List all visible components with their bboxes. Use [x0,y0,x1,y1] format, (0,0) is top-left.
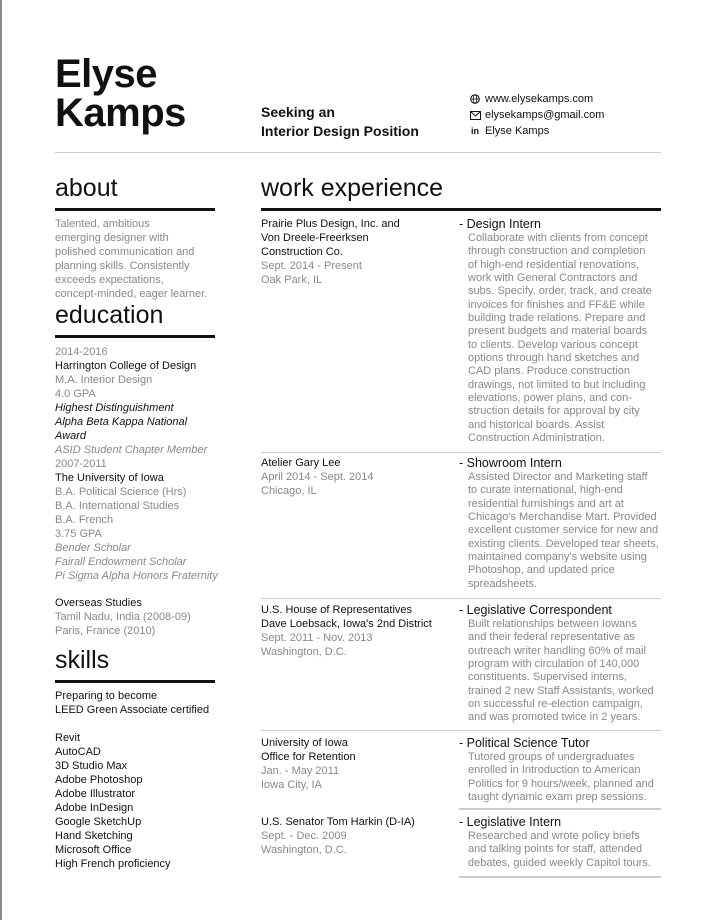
job-location: Washington, D.C. [261,646,347,658]
job-dates: Sept. 2014 - Present [261,260,362,272]
seeking-statement [261,103,419,141]
name-heading [55,52,186,135]
list-item: Adobe InDesign [55,802,134,814]
skills-rule [55,680,215,683]
job-divider [261,730,661,731]
education-school-2: 2007-2011 The University of Iowa B.A. Political Science (Hrs) B.A. International Studies B.A. French 3.75 GPA Bender Scholar Fairall Endowment Scholar Pi Sigma Alpha Honors Fraternity [55,457,220,583]
work-rule [261,208,661,211]
job-description: Collaborate with clients from concept through construction and completion of high-end residential renovations, work with General Contractors and subs. Specify, order, track, and create invoices for finishes and FF&E while building trade relations. Prepare and present budgets and material boards to clients. Develop various concept options through hand sketches and CAD plans. Produce construction drawings, not limited to but including elevations, power plans, and con- struction details for approval by city and historical boards. Assist Construction Administration. [468,232,652,445]
list-item: Adobe Illustrator [55,788,136,800]
job-description: Researched and wrote policy briefs and talking points for staff, attended debates, guided weekly Capitol tours. [468,830,651,869]
job-role: - Legislative Correspondent [459,603,612,617]
job-divider [261,598,661,599]
job-divider [261,452,661,453]
edu-years: 2007-2011 [55,458,107,470]
contact-linkedin[interactable] [469,123,604,139]
first-name: Elyse [55,52,158,96]
linkedin-icon: in [471,126,479,136]
job-dates: Sept. 2011 - Nov. 2013 [261,632,373,644]
education-heading: education [55,301,164,329]
job-entry [261,603,661,728]
about-heading: about [55,174,118,202]
job-dates: April 2014 - Sept. 2014 [261,471,374,483]
job-description: Built relationships between Iowans and their federal representative as outreach writer handling 60% of mail program with circulation of 140,000 constituents. Supervised interns, trained 2 new Staff Assistants, worked on successful re-election campaign, and was promoted twice in 2 years. [468,618,654,724]
education-rule [55,335,215,338]
job-role: - Legislative Intern [459,815,562,829]
skills-heading: skills [55,646,110,674]
job-description: Tutored groups of undergraduates enrolled in Introduction to American Politics for 9 hours/week, planned and taught dynamic exam prep sessions. [468,751,654,804]
header-divider [55,152,661,153]
list-item: Adobe Photoshop [55,774,143,786]
about-text: Talented, ambitious emerging designer with polished communication and planning skills. Consistently exceeds expectations, concept-minded, eager learner. [55,218,208,300]
job-location: Chicago, IL [261,485,317,497]
job-company: University of Iowa Office for Retention Jan. - May 2011 Iowa City, IA [261,736,451,792]
job-divider [459,876,661,878]
list-item: 3D Studio Max [55,760,128,772]
job-entry [261,217,661,447]
job-role: - Design Intern [459,217,541,231]
job-location: Washington, D.C. [261,844,347,856]
job-role: - Showroom Intern [459,456,562,470]
list-item: Revit [55,732,81,744]
list-item: Google SketchUp [55,816,142,828]
contact-email[interactable] [469,107,604,123]
education-school-1: 2014-2016 Harrington College of Design M.A. Interior Design 4.0 GPA Highest Distinguishment Alpha Beta Kappa National Award ASID Student Chapter Member [55,345,220,457]
contact-block [469,91,604,139]
job-entry [261,456,661,596]
job-company: U.S. House of Representatives Dave Loebsack, Iowa's 2nd District Sept. 2011 - Nov. 2013 Washington, D.C. [261,603,451,659]
globe-icon [469,93,481,105]
job-entry [261,736,661,806]
website-text[interactable]: www.elysekamps.com [485,93,594,105]
contact-website[interactable] [469,91,604,107]
job-company: Atelier Gary Lee April 2014 - Sept. 2014 Chicago, IL [261,456,451,498]
linkedin-text[interactable]: Elyse Kamps [485,125,550,137]
job-location: Iowa City, IA [261,779,322,791]
list-item: Microsoft Office [55,844,132,856]
seeking-line-1: Seeking an [261,104,335,120]
job-role: - Political Science Tutor [459,736,590,750]
list-item: High French proficiency [55,858,171,870]
about-rule [55,208,215,211]
skills-leed: Preparing to become LEED Green Associate certified [55,690,210,716]
seeking-line-2: Interior Design Position [261,123,419,139]
edu-school: Harrington College of Design [55,360,197,372]
list-item: AutoCAD [55,746,101,758]
job-description: Assisted Director and Marketing staff to curate international, high-end residential furnishings and art at Chicago's Merchandise Mart. Provided excellent customer service for new and existing clients. Developed tear sheets, maintained company's website using Photoshop, and updated price spreadsheets. [468,471,659,590]
job-company: U.S. Senator Tom Harkin (D-IA) Sept. - Dec. 2009 Washington, D.C. [261,815,451,857]
job-company: Prairie Plus Design, Inc. and Von Dreele-Freerksen Construction Co. Sept. 2014 - Present Oak Park, IL [261,217,451,287]
overseas-title: Overseas Studies [55,597,142,609]
job-location: Oak Park, IL [261,274,323,286]
overseas-studies: Overseas Studies Tamil Nadu, India (2008-09) Paris, France (2010) [55,596,220,638]
job-entry [261,815,661,875]
list-item: Hand Sketching [55,830,133,842]
job-divider [459,808,661,810]
job-dates: Jan. - May 2011 [261,765,340,777]
envelope-icon [469,109,481,121]
last-name: Kamps [55,91,186,135]
edu-years: 2014-2016 [55,346,108,358]
email-text[interactable]: elysekamps@gmail.com [485,109,605,121]
job-dates: Sept. - Dec. 2009 [261,830,347,842]
work-heading: work experience [261,174,444,202]
skills-list [55,731,220,871]
edu-school: The University of Iowa [55,472,164,484]
